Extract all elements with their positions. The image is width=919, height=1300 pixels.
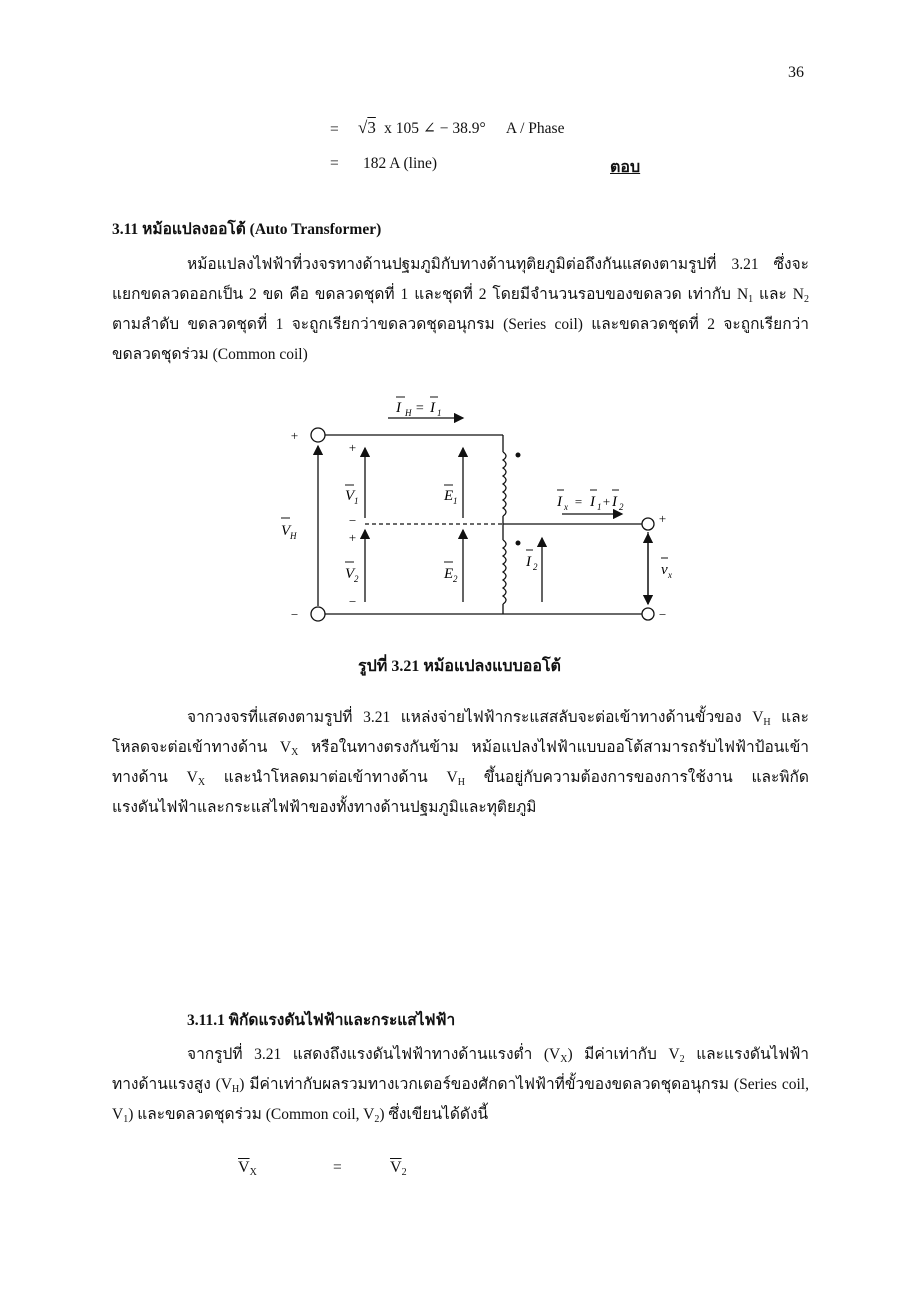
svg-text:V: V: [345, 488, 355, 504]
terminal-h-top: [311, 428, 325, 442]
svg-text:1: 1: [354, 496, 359, 506]
equation-bottom-sign: =: [333, 1159, 342, 1176]
svg-text:I: I: [590, 494, 595, 510]
page-number: 36: [788, 64, 804, 81]
svg-text:1: 1: [437, 408, 442, 418]
polarity-dot-2: [516, 541, 521, 546]
sub-line-2: ทางด้านแรงสูง $(V_H)$ มีค่าเท่ากับผลรวมทางเวกเตอร์ของศักดาไฟฟ้าที่ขั้วของขดลวดชุดอนุกรม (Series coil,: [112, 1076, 809, 1095]
common-coil: [503, 540, 506, 604]
para2-line-3: ทางด้าน $V_X$ และนำโหลดมาต่อเข้าทางด้าน $V_H$ ขึ้นอยู่กับความต้องการของการใช้งาน และพิกัด: [112, 769, 809, 788]
paragraph-2: [112, 703, 809, 823]
terminal-h-bottom: [311, 607, 325, 621]
terminal-x-top: [642, 518, 654, 530]
subsection-heading: 3.11.1 พิกัดแรงดันไฟฟ้าและกระแสไฟฟ้า: [187, 1012, 456, 1029]
svg-text:2: 2: [533, 562, 538, 572]
para2-line-1: จากวงจรที่แสดงตามรูปที่ 3.21 แหล่งจ่ายไฟฟ้ากระแสสลับจะต่อเข้าทางด้านขั้วของ $V_H$ และ: [187, 709, 809, 728]
terminal-x-bottom: [642, 608, 654, 620]
svg-text:H: H: [290, 531, 297, 541]
svg-text:=: =: [574, 494, 583, 509]
svg-text:2: 2: [354, 574, 359, 584]
svg-text:x: x: [564, 502, 568, 512]
svg-text:x: x: [668, 570, 672, 580]
equation-line-1-rest: x 105 ∠ − 38.9°: [384, 120, 486, 137]
answer-label: ตอบ: [610, 159, 641, 176]
svg-text:1: 1: [597, 502, 602, 512]
svg-text:E: E: [444, 566, 454, 582]
svg-text:I: I: [526, 554, 531, 570]
svg-text:I: I: [430, 400, 435, 416]
para1-line-3: ตามลำดับ ขดลวดชุดที่ 1 จะถูกเรียกว่าขดลวดชุดอนุกรม (Series coil) และขดลวดชุดที่ 2 จะถูกเรียกว่า: [112, 316, 809, 333]
auto-transformer-diagram: [270, 390, 690, 635]
sqrt-radicand: 3: [367, 118, 376, 137]
series-coil: [503, 452, 506, 516]
sqrt-symbol: √: [358, 118, 368, 137]
svg-text:I: I: [396, 400, 401, 416]
para1-line-4: ขดลวดชุดร่วม (Common coil): [112, 346, 308, 363]
equation-line-1-unit: A / Phase: [505, 120, 565, 137]
svg-text:V: V: [281, 523, 291, 539]
svg-text:E: E: [444, 488, 454, 504]
equation-line-1-expression: [358, 118, 564, 139]
svg-text:2: 2: [453, 574, 458, 584]
para1-line-1: หม้อแปลงไฟฟ้าที่วงจรทางด้านปฐมภูมิกับทางด้านทุติยภูมิต่อถึงกันแสดงตามรูปที่ 3.21 ซึ่งจะ: [187, 256, 809, 273]
section-paragraph: [112, 250, 809, 370]
svg-text:H: H: [405, 408, 412, 418]
svg-text:−: −: [658, 607, 667, 622]
svg-text:+: +: [602, 494, 611, 509]
polarity-dot-1: [516, 453, 521, 458]
equation-line-2-sign: =: [330, 155, 339, 172]
svg-text:+: +: [290, 428, 299, 443]
subsection-paragraph: [112, 1040, 809, 1130]
svg-text:I: I: [557, 494, 562, 510]
svg-text:v: v: [661, 562, 668, 578]
svg-text:+: +: [348, 530, 357, 545]
svg-text:=: =: [415, 401, 425, 416]
svg-text:V: V: [345, 566, 355, 582]
section-heading: 3.11 หม้อแปลงออโต้ (Auto Transformer): [112, 221, 382, 238]
sub-line-1: จากรูปที่ 3.21 แสดงถึงแรงดันไฟฟ้าทางด้านแรงต่ำ $(V_X)$ มีค่าเท่ากับ $V_2$ และแรงดันไฟฟ้า: [187, 1046, 809, 1065]
svg-text:+: +: [658, 511, 667, 526]
svg-text:−: −: [348, 513, 357, 528]
equation-bottom-lhs: $\overline{V}_X$: [238, 1159, 257, 1178]
svg-text:1: 1: [453, 496, 458, 506]
figure-caption: รูปที่ 3.21 หม้อแปลงแบบออโต้: [358, 658, 561, 675]
para2-line-4: แรงดันไฟฟ้าและกระแสไฟฟ้าของทั้งทางด้านปฐมภูมิและทุติยภูมิ: [112, 799, 537, 816]
sub-line-3: $V_1$) และขดลวดชุดร่วม (Common coil, $V_2$) ซึ่งเขียนได้ดังนี้: [112, 1106, 489, 1125]
svg-text:2: 2: [619, 502, 624, 512]
svg-text:I: I: [612, 494, 617, 510]
svg-text:−: −: [290, 607, 299, 622]
para2-line-2: โหลดจะต่อเข้าทางด้าน $V_X$ หรือในทางตรงกันข้าม หม้อแปลงไฟฟ้าแบบออโต้สามารถรับไฟฟ้าป้อนเข้า: [112, 739, 809, 758]
para1-line-2: แยกขดลวดออกเป็น 2 ขด คือ ขดลวดชุดที่ 1 และชุดที่ 2 โดยมีจำนวนรอบของขดลวด เท่ากับ $N_1$ และ $N_2$: [112, 286, 809, 305]
svg-text:−: −: [348, 594, 357, 609]
equation-bottom-rhs: $\overline{V}_2$: [390, 1159, 407, 1178]
equation-line-2-value: 182 A (line): [363, 155, 438, 172]
svg-text:+: +: [348, 440, 357, 455]
equation-line-1-sign: =: [330, 121, 339, 138]
